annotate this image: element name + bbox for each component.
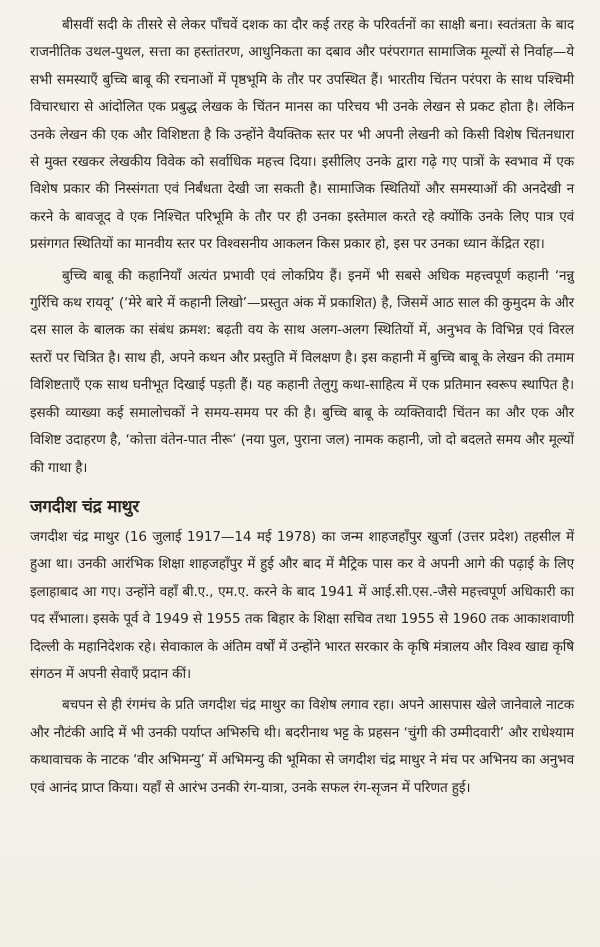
paragraph-2: बुच्चि बाबू की कहानियाँ अत्यंत प्रभावी एवं लोकप्रिय हैं। इनमें भी सबसे अधिक महत्त्वपूर्ण कहानी ‘नन्नु गुरिंचि कथ रायवू’ (‘मेरे बारे में कहानी लिखो’—प्रस्तुत अंक में प्रकाशित) है, जिसमें आठ साल की कुमुदम के और दस साल के बालक का संबंध क्रमश: बढ़ती वय के साथ अलग-अलग स्थितियों में, अनुभव के विभिन्न एवं विरल स्तरों पर चित्रित है। साथ ही, अपने कथन और प्रस्तुति में विलक्षण है। इस कहानी में बुच्चि बाबू के लेखन की तमाम विशिष्टताएँ एक साथ घनीभूत दिखाई पड़ती हैं। यह कहानी तेलुगु कथा-साहित्य में एक प्रतिमान स्वरूप स्थापित है। इसकी व्याख्या कई समालोचकों ने समय-समय पर की है। बुच्चि बाबू के व्यक्तिवादी चिंतन का और एक और विशिष्ट उदाहरण है, ‘कोत्ता वंतेन-पात नीरू’ (नया पुल, पुराना जल) नामक कहानी, जो दो बदलते समय और मूल्यों की गाथा है। — [30, 267, 574, 476]
section-heading: जगदीश चंद्र माथुर — [30, 496, 140, 517]
paragraph-3: जगदीश चंद्र माथुर (16 जुलाई 1917—14 मई 1978) का जन्म शाहजहाँपुर खुर्जा (उत्तर प्रदेश) तहसील में हुआ था। उनकी आरंभिक शिक्षा शाहजहाँपुर में हुई और बाद में मैट्रिक पास कर वे अपनी आगे की पढ़ाई के लिए इलाहाबाद आ गए। उन्होंने वहाँ बी.ए., एम.ए. करने के बाद 1941 में आई.सी.एस.-जैसे महत्त्वपूर्ण अधिकारी का पद सँभाला। इसके पूर्व वे 1949 से 1955 तक बिहार के शिक्षा सचिव तथा 1955 से 1960 तक आकाशवाणी दिल्ली के महानिदेशक रहे। सेवाकाल के अंतिम वर्षों में उन्होंने भारत सरकार के कृषि मंत्रालय और विश्व खाद्य कृषि संगठन में अपनी सेवाएँ प्रदान कीं। — [30, 528, 574, 682]
paragraph-1: बीसवीं सदी के तीसरे से लेकर पाँचवें दशक का दौर कई तरह के परिवर्तनों का साक्षी बना। स्वतंत्रता के बाद राजनीतिक उथल-पुथल, सत्ता का हस्तांतरण, आधुनिकता का दबाव और परंपरागत सामाजिक मूल्यों से निर्वाह—ये सभी समस्याएँ बुच्चि बाबू की रचनाओं में पृष्ठभूमि के तौर पर उपस्थित हैं। भारतीय चिंतन परंपरा के साथ पश्चिमी विचारधारा से आंदोलित एक प्रबुद्ध लेखक के चिंतन मानस का परिचय भी उनके लेखन से प्रकट होता है। लेकिन उनके लेखन की एक और विशिष्टता है कि उन्होंने वैयक्तिक स्तर पर भी अपनी लेखनी को किसी विशेष चिंतनधारा से मुक्त रखकर लेखकीय विवेक को सर्वाधिक महत्त्व दिया। इसीलिए उनके द्वारा गढ़े गए पात्रों के स्वभाव में एक विशेष प्रकार की निस्संगता एवं निर्बंधता देखी जा सकती है। सामाजिक स्थितियों और समस्याओं की अनदेखी न करने के बावजूद वे एक निश्चित परिभूमि के तौर पर ही उनका इस्तेमाल करते रहे क्योंकि उनके लिए पात्र एवं प्रसंगगत स्थितियों का मानवीय स्तर पर विश्वसनीय आकलन किस प्रकार हो, इस पर उनका ध्यान केंद्रित रहा। — [30, 17, 574, 253]
paragraph-4: बचपन से ही रंगमंच के प्रति जगदीश चंद्र माथुर का विशेष लगाव रहा। अपने आसपास खेले जानेवाले नाटक और नौटंकी आदि में भी उनकी पर्याप्त अभिरुचि थी। बदरीनाथ भट्ट के प्रहसन ‘चुंगी की उम्मीदवारी’ और राधेश्याम कथावाचक के नाटक ‘वीर अभिमन्यु’ में अभिमन्यु की भूमिका से जगदीश चंद्र माथुर ने मंच पर अभिनय का अनुभव एवं आनंद प्राप्त किया। यहाँ से आरंभ उनकी रंग-यात्रा, उनके सफल रंग-सृजन में परिणत हुई। — [30, 697, 574, 796]
section-jagdish-chandra-mathur — [30, 492, 574, 802]
